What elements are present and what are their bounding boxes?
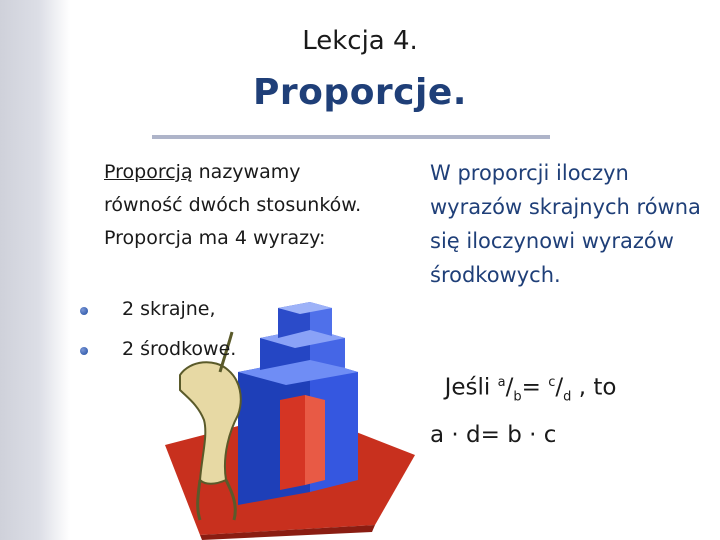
formula-b: b — [513, 389, 522, 405]
formula-line-2: a · d= b · c — [430, 422, 557, 449]
proportion-statement: W proporcji iloczyn wyrazów skrajnych równa się iloczynowi wyrazów środkowych. — [430, 161, 701, 287]
definition-keyword: Proporcją — [104, 161, 193, 183]
definition-rest: nazywamy równość dwóch stosunków. Proporcja ma 4 wyrazy: — [104, 161, 362, 249]
title-underline-rule — [152, 135, 550, 139]
formula-d: d — [563, 389, 572, 405]
definition-text — [104, 156, 374, 255]
blue-building — [238, 302, 358, 505]
bullet-dot-icon — [80, 307, 88, 315]
list-item-label: 2 skrajne, — [122, 298, 216, 320]
bullet-dot-icon — [80, 347, 88, 355]
list-item-label: 2 środkowe. — [122, 338, 237, 360]
formula-c: c — [548, 375, 556, 390]
formula-suffix: , to — [578, 374, 617, 401]
slide-title: Proporcje. — [253, 72, 467, 113]
formula-slash: / — [505, 374, 514, 401]
formula-line-1 — [430, 364, 715, 416]
lesson-number: Lekcja 4. — [302, 26, 418, 56]
formula-slash: / — [555, 374, 564, 401]
formula-equals: = — [521, 374, 541, 401]
formula-prefix: Jeśli — [444, 374, 491, 401]
formula-a: a — [497, 375, 506, 390]
proportion-formula — [430, 364, 715, 454]
